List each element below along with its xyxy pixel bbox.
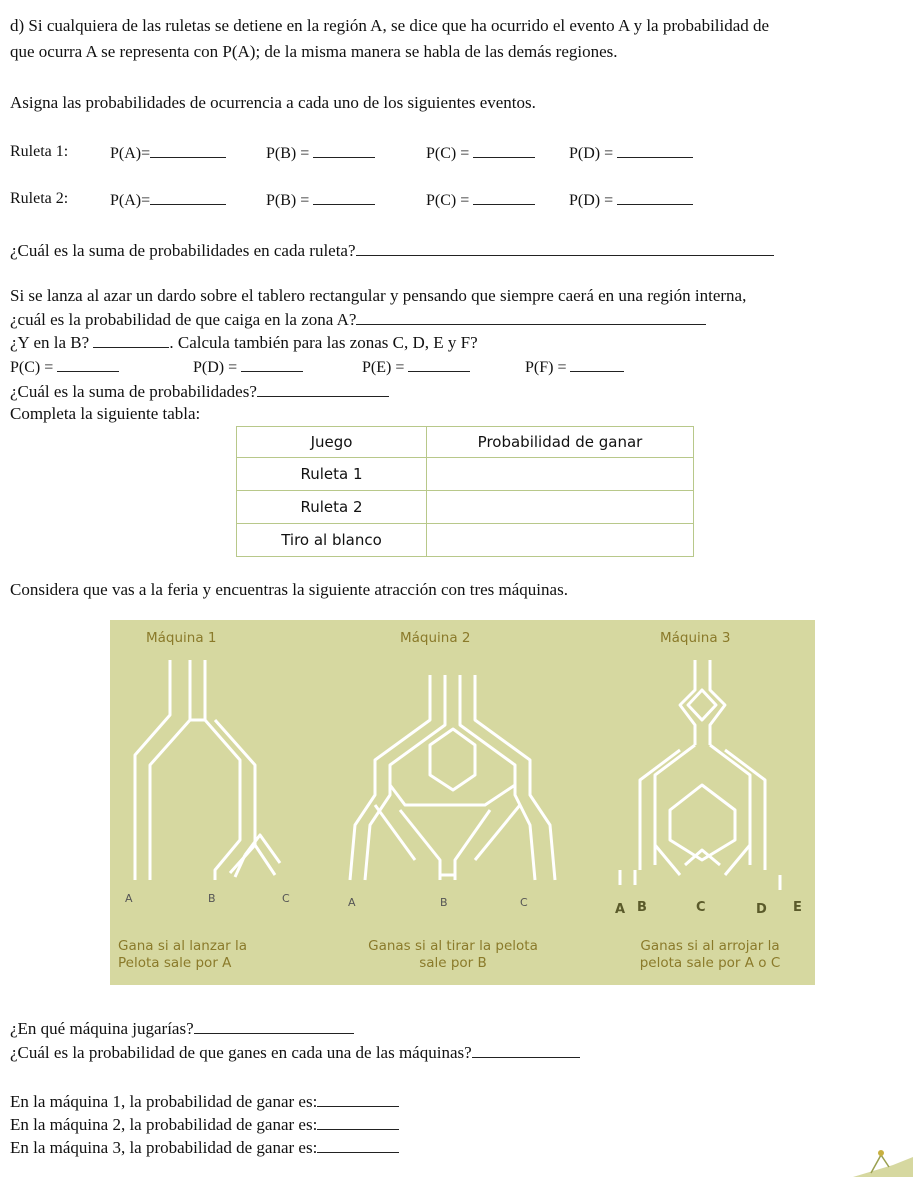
- machine-3-outlet-a: A: [615, 902, 626, 917]
- table-cell-prob[interactable]: [427, 491, 694, 524]
- machine-3-outlet-d: D: [756, 902, 767, 917]
- machine-2-title: Máquina 2: [400, 630, 471, 646]
- dardo-line-3: ¿Y en la B? . Calcula también para las zonas C, D, E y F?: [10, 333, 478, 352]
- table-header-juego: Juego: [237, 427, 427, 458]
- machines-illustration: [110, 620, 815, 985]
- ruleta1-pa-blank[interactable]: [150, 142, 226, 158]
- ruleta1-pd-blank[interactable]: [617, 142, 693, 158]
- q-probabilidad-cada-maquina: ¿Cuál es la probabilidad de que ganes en cada una de las máquinas?: [10, 1042, 580, 1063]
- q-maquina-3: En la máquina 3, la probabilidad de ganar es:: [10, 1137, 399, 1158]
- table-cell-juego: Ruleta 2: [237, 491, 427, 524]
- m1-blank[interactable]: [317, 1091, 399, 1107]
- ruleta1-pd: P(D) =: [569, 142, 693, 164]
- dardo-pd: P(D) =: [193, 356, 303, 378]
- ruleta2-pd-blank[interactable]: [617, 189, 693, 205]
- dardo-pc-blank[interactable]: [57, 356, 119, 372]
- machine-3-outlet-c: C: [696, 900, 706, 915]
- table-cell-juego: Ruleta 1: [237, 458, 427, 491]
- dardo-line-2: ¿cuál es la probabilidad de que caiga en la zona A?: [10, 309, 706, 330]
- ruleta2-pc: P(C) =: [426, 189, 535, 211]
- ruleta1-pc-blank[interactable]: [473, 142, 535, 158]
- q1-blank[interactable]: [194, 1018, 354, 1034]
- ruleta1-label: Ruleta 1:: [10, 143, 69, 160]
- dardo-pe: P(E) =: [362, 356, 470, 378]
- machine-2-caption: Ganas si al tirar la pelota sale por B: [368, 938, 538, 971]
- suma-ruletas-blank[interactable]: [356, 240, 774, 256]
- machine-1-channels: [135, 660, 280, 880]
- ruleta2-pd: P(D) =: [569, 189, 693, 211]
- m2-blank[interactable]: [317, 1114, 399, 1130]
- feria-text: Considera que vas a la feria y encuentras la siguiente atracción con tres máquinas.: [10, 580, 568, 599]
- table-cell-prob[interactable]: [427, 458, 694, 491]
- table-row: [237, 491, 694, 524]
- ruleta2-pa: P(A)=: [110, 189, 226, 211]
- instruction: Asigna las probabilidades de ocurrencia a cada uno de los siguientes eventos.: [10, 93, 536, 112]
- ruleta1-pa: P(A)=: [110, 142, 226, 164]
- table-row: [237, 458, 694, 491]
- ruleta2-label: Ruleta 2:: [10, 190, 69, 207]
- ruleta2-pb: P(B) =: [266, 189, 375, 211]
- ruleta2-pb-blank[interactable]: [313, 189, 375, 205]
- zona-a-blank[interactable]: [356, 309, 706, 325]
- completa-tabla: Completa la siguiente tabla:: [10, 404, 201, 423]
- dardo-suma-blank[interactable]: [257, 381, 389, 397]
- ruleta1-row: [10, 142, 68, 162]
- machine-3-title: Máquina 3: [660, 630, 731, 646]
- probability-table: [236, 426, 694, 557]
- table-header-probabilidad: Probabilidad de ganar: [427, 427, 694, 458]
- machine-3-caption: Ganas si al arrojar la pelota sale por A o C: [639, 938, 781, 971]
- machine-1-caption: Gana si al lanzar la Pelota sale por A: [118, 938, 248, 971]
- table-cell-prob[interactable]: [427, 524, 694, 557]
- dardo-line-1: Si se lanza al azar un dardo sobre el tablero rectangular y pensando que siempre caerá en una región interna,: [10, 286, 747, 305]
- table-row: [237, 524, 694, 557]
- q-en-que-maquina: ¿En qué máquina jugarías?: [10, 1018, 354, 1039]
- ruleta1-pb: P(B) =: [266, 142, 375, 164]
- machine-3-channels: [620, 660, 780, 890]
- intro-line-1: d) Si cualquiera de las ruletas se detiene en la región A, se dice que ha ocurrido el evento A y la probabilidad de: [10, 16, 770, 35]
- machine-1-outlet-c: C: [282, 892, 290, 905]
- m3-blank[interactable]: [317, 1137, 399, 1153]
- dardo-pf-blank[interactable]: [570, 356, 624, 372]
- intro-line-2: que ocurra A se representa con P(A); de la misma manera se habla de las demás regiones.: [10, 42, 618, 61]
- ruleta1-pc: P(C) =: [426, 142, 535, 164]
- q-maquina-1: En la máquina 1, la probabilidad de ganar es:: [10, 1091, 399, 1112]
- q-maquina-2: En la máquina 2, la probabilidad de ganar es:: [10, 1114, 399, 1135]
- machine-1-outlet-a: A: [125, 892, 133, 905]
- dardo-suma: ¿Cuál es la suma de probabilidades?: [10, 381, 389, 402]
- machines-diagram: [110, 645, 815, 945]
- ruleta1-pb-blank[interactable]: [313, 142, 375, 158]
- ruleta2-pc-blank[interactable]: [473, 189, 535, 205]
- machine-2-outlet-c: C: [520, 896, 528, 909]
- dardo-pf: P(F) =: [525, 356, 624, 378]
- ruleta2-row: [10, 189, 68, 209]
- dardo-pc: P(C) =: [10, 356, 119, 378]
- machine-2-channels: [350, 675, 555, 880]
- dardo-pe-blank[interactable]: [408, 356, 470, 372]
- table-cell-juego: Tiro al blanco: [237, 524, 427, 557]
- q2-blank[interactable]: [472, 1042, 580, 1058]
- corner-decoration-icon: [853, 1147, 913, 1177]
- suma-ruletas-question: ¿Cuál es la suma de probabilidades en cada ruleta?: [10, 240, 774, 261]
- machine-3-outlet-b: B: [637, 900, 647, 915]
- ruleta2-pa-blank[interactable]: [150, 189, 226, 205]
- machine-2-outlet-b: B: [440, 896, 448, 909]
- zona-b-blank[interactable]: [93, 332, 169, 348]
- machine-1-title: Máquina 1: [146, 630, 217, 646]
- dardo-pd-blank[interactable]: [241, 356, 303, 372]
- machine-1-outlet-b: B: [208, 892, 216, 905]
- machine-3-outlet-e: E: [793, 900, 802, 915]
- machine-2-outlet-a: A: [348, 896, 356, 909]
